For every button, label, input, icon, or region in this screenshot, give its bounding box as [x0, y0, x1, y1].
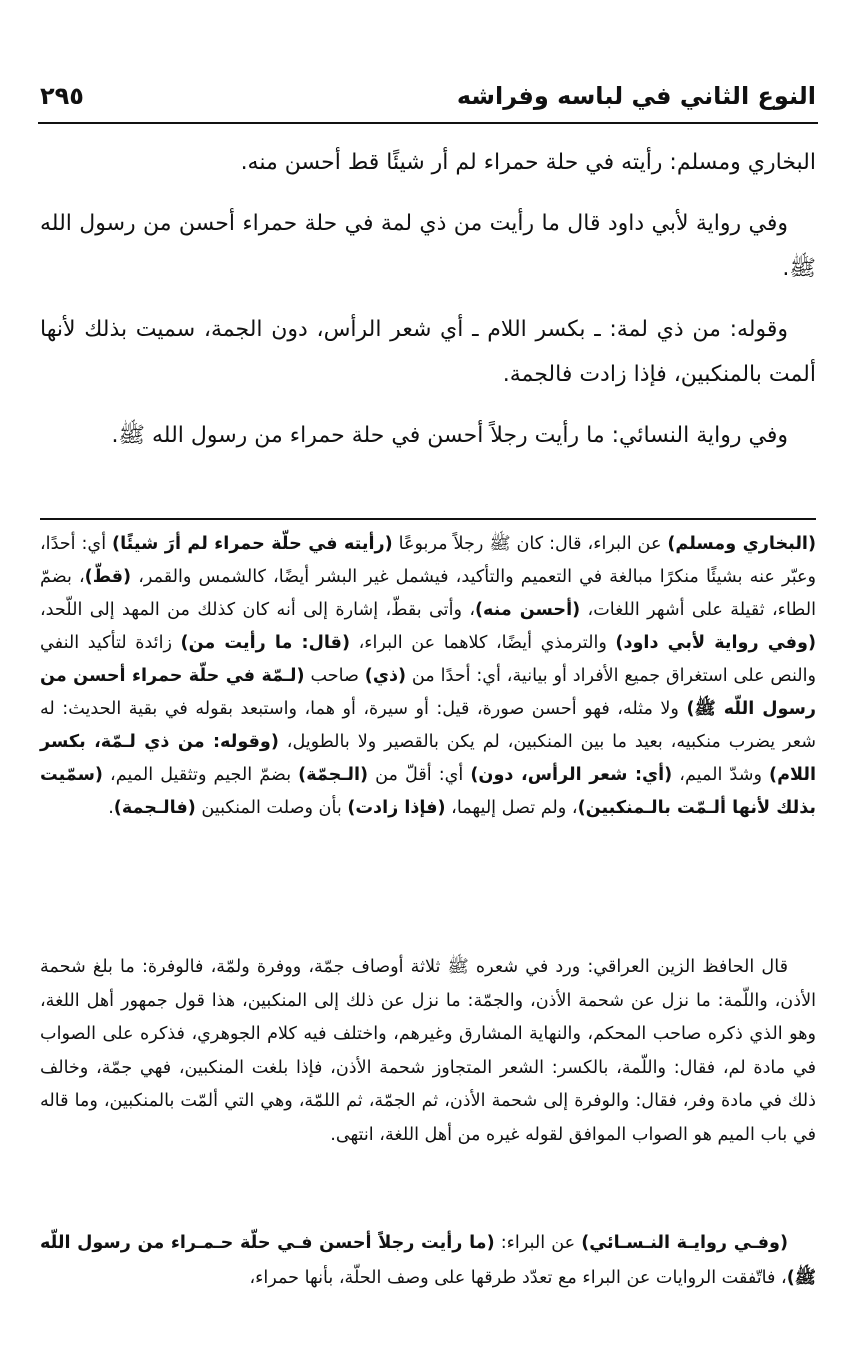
commentary-text: ، ولم تصل إليهما، [445, 798, 578, 818]
commentary-text: . [108, 798, 114, 818]
commentary-text: زائدة لتأكيد النفي والنص على استغراق جميع الأفراد أو بيانية، أي: أحدًا من [40, 633, 816, 686]
quoted-phrase: (قال: ما رأيت من) [180, 633, 350, 653]
commentary-text: أي: أحدًا، وعبّر عنه بشيئًا منكرًا مبالغة في التعميم والتأكيد، فيشمل غير البشر أيضًا، كالشمس والقمر، [40, 534, 816, 587]
matn-paragraph-3: وقوله: من ذي لمة: ـ بكسر اللام ـ أي شعر الرأس، دون الجمة، سميت بذلك لأنها ألمت بالمنكبين، فإذا زادت فالجمة. [40, 317, 816, 387]
quoted-phrase: (ما رأيت رجلاً أحسن فـي حلّة حـمـراء من رسول اللّه ﷺ) [40, 1233, 816, 1288]
quoted-phrase: (فالـجمة) [113, 798, 196, 818]
iraqi-quote-paragraph: قال الحافظ الزين العراقي: ورد في شعره ﷺ ثلاثة أوصاف جمّة، ووفرة ولمّة، فالوفرة: ما بلغ شحمة الأذن، واللّمة: ما نزل عن شحمة الأذن، والجمّة: ما نزل عن ذلك إلى المنكبين، هذا قول جمهور أهل اللغة، وهو الذي ذكره صاحب المحكم، والنهاية المشارق وغيرهم، واختلف فيه كلام الجوهري، فذكره على الصواب في مادة لم، فقال: واللّمة، بالكسر: الشعر المتجاوز شحمة الأذن، فإذا بلغت المنكبين، فهي جمّة، وخالف ذلك في مادة وفر، فقال: والوفرة إلى شحمة الأذن، ثم الجمّة، ثم اللمّة، وهي التي ألمّت بالمنكبين، وما قاله في باب الميم هو الصواب الموافق لقوله غيره من أهل اللغة، انتهى. [40, 957, 816, 1145]
commentary-text: بأن وصلت المنكبين [195, 798, 348, 818]
quoted-phrase: (الـجمّة) [298, 765, 369, 785]
commentary-text: أي: أقلّ من [368, 765, 471, 785]
commentary-text: ، بضمّ الطاء، ثقيلة على أشهر اللغات، [40, 567, 816, 620]
quoted-phrase: (لـمّة في حلّة حمراء أحسن من رسول اللّه ﷺ) [40, 666, 817, 719]
main-text [40, 140, 816, 474]
page-number: ٢٩٥ [40, 82, 84, 110]
commentary-separator [40, 518, 816, 520]
running-title: النوع الثاني في لباسه وفراشه [456, 82, 816, 110]
quoted-phrase: (فإذا زادت) [347, 798, 446, 818]
quoted-phrase: (البخاري ومسلم) [667, 534, 816, 554]
quoted-phrase: (سمّيت بذلك لأنها ألـمّت بالـمنكبين) [40, 765, 816, 818]
quoted-phrase: (وفـي روايـة النـسـائي) [581, 1233, 789, 1253]
quoted-phrase: (ذي) [364, 666, 407, 686]
nasai-commentary-paragraph [40, 1226, 816, 1296]
commentary-text: والترمذي أيضًا، كلاهما عن البراء، [350, 633, 616, 653]
quoted-phrase: (أي: شعر الرأس، دون) [470, 765, 673, 785]
page-header [40, 72, 816, 120]
commentary-text: ولا مثله، فهو أحسن صورة، قيل: أو سيرة، أو هما، واستبعد بقوله في بقية الحديث: له شعر يضرب منكبيه، بعيد ما بين المنكبين، لم يكن بالقصير ولا بالطويل، [40, 699, 816, 752]
matn-paragraph-2: وفي رواية لأبي داود قال ما رأيت من ذي لمة في حلة حمراء أحسن من رسول الله ﷺ. [40, 211, 816, 281]
commentary-text: وشدّ الميم، [672, 765, 770, 785]
matn-paragraph-1: البخاري ومسلم: رأيته في حلة حمراء لم أر شيئًا قط أحسن منه. [240, 150, 816, 175]
commentary-text: عن البراء، قال: كان ﷺ رجلاً مربوعًا [392, 534, 668, 554]
commentary-text: صاحب [304, 666, 365, 686]
commentary [40, 528, 816, 825]
matn-paragraph-4: وفي رواية النسائي: ما رأيت رجلاً أحسن في حلة حمراء من رسول الله ﷺ. [111, 423, 788, 448]
commentary-text: ، وأتى بقطّ، إشارة إلى أنه كان كذلك من المهد إلى اللّحد، [40, 600, 475, 620]
header-rule [38, 122, 818, 124]
commentary-text: ، فاتّفقت الروايات عن البراء مع تعدّد طرقها على وصف الحلّة، بأنها حمراء، [249, 1268, 787, 1288]
quoted-phrase: (أحسن منه) [475, 600, 581, 620]
quoted-phrase: (وفي رواية لأبي داود) [615, 633, 816, 653]
quoted-phrase: (قطّ) [84, 567, 132, 587]
quoted-phrase: (رأيته في حلّة حمراء لم أرَ شيئًا) [112, 534, 393, 554]
commentary-text: عن البراء: [494, 1233, 582, 1253]
commentary-text: بضمّ الجيم وتثقيل الميم، [102, 765, 299, 785]
commentary-paragraph [40, 528, 816, 825]
quoted-phrase: (وقوله: من ذي لـمّة، بكسر اللام) [40, 732, 816, 785]
